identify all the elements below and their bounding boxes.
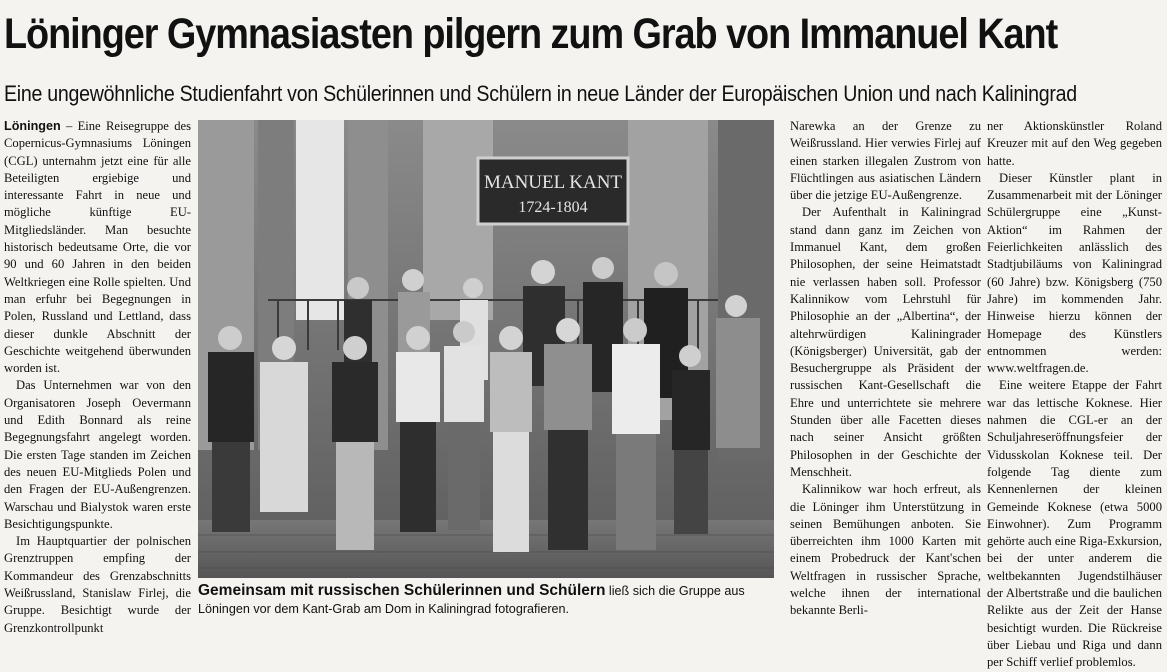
headline: Löninger Gymnasiasten pilgern zum Grab von Immanuel Kant [4, 10, 1058, 58]
paragraph: Das Unternehmen war von den Organisatoren Joseph Oevermann und Edith Bonnard als reine Begegnungsfahrt angelegt worden. Die ersten Tage standen im Zeichen des neuen EU-Mitglieds Polen und den Fragen der EU-Außengrenzen. Warschau und Bialystok waren erste Besichtigungspunkte. [4, 378, 191, 531]
paragraph: Narewka an der Grenze zu Weißrussland. Hier verwies Firlej auf einen starken illegalen Zustrom von Flüchtlingen aus asiatischen Ländern über die jetzige EU-Außengrenze. [790, 119, 981, 203]
paragraph: ner Aktionskünstler Roland Kreuzer mit auf den Weg gegeben hatte. [987, 119, 1162, 168]
photo-caption [198, 582, 778, 618]
plaque-name: MANUEL KANT [483, 172, 623, 193]
group-photo [198, 120, 774, 578]
paragraph: Im Hauptquartier der polnischen Grenztruppen empfing der Kommandeur des Grenzabschnitts Weißrussland, Stanislaw Firlej, die Gruppe. Besichtigt wurde der Grenzkontrollpunkt [4, 534, 191, 635]
subheadline: Eine ungewöhnliche Studienfahrt von Schülerinnen und Schülern in neue Länder der Europäischen Union und nach Kaliningrad [4, 81, 1077, 106]
paragraph: Dieser Künstler plant in Zusammenarbeit mit der Löninger Schülergruppe eine „Kunst-Aktion“ im Rahmen der Feierlichkeiten anlässlich des Stadtjubiläums von Kaliningrad (60 Jahre) bzw. Königsberg (750 Jahre) im kommenden Jahr. Hinweise hierzu können der Homepage des Künstlers entnommen werden: www.weltfragen.de. [987, 170, 1162, 376]
caption-bold: Gemeinsam mit russischen Schülerinnen und Schülern [198, 582, 606, 599]
dateline: Löningen [4, 119, 61, 133]
article-column-1 [4, 118, 191, 635]
paragraph [4, 118, 191, 377]
article-column-3 [987, 118, 1162, 670]
paragraph: Kalinnikow war hoch erfreut, als die Löninger ihm Unterstützung in seinen Bemühungen anboten. Sie überreichten ihm 1000 Karten mit einem Probedruck der Kant'schen Weltfragen in russischer Sprache, welche ihnen der international bekannte Berli- [790, 482, 981, 618]
plaque-dates: 1724-1804 [518, 199, 588, 216]
paragraph: Eine weitere Etappe der Fahrt war das lettische Koknese. Hier nahmen die CGL-er an der Schuljahreseröffnungsfeier der Vidusskolan Koknese teil. Der folgende Tag diente zum Kennenlernen der kleinen Gemeinde Koknese (etwa 5000 Einwohner). Zum Programm gehörte auch eine Riga-Exkursion, bei der unter anderem die weltbekannten Jugendstilhäuser der Albertstraße und die baulichen Relikte aus der Zeit der Hanse besichtigt wurden. Die Rückreise über Liebau und Riga und dann per Schiff verlief problemlos. [987, 378, 1162, 670]
paragraph: Der Aufenthalt in Kaliningrad stand dann ganz im Zeichen von Immanuel Kant, dem großen Philosophen, der seine Heimatstadt nie verlassen haben soll. Professor Kalinnikow vom Lehrstuhl für Philosophie an der „Albertina“, der altehrwürdigen Kaliningrader (Königsberger) Universität, gab der Besuchergruppe als Präsident der russischen Kant-Gesellschaft die Ehre und unterrichtete sie mehrere Stunden über alle Facetten dieses nach seiner Ansicht größten Philosophen in der Geschichte der Menschheit. [790, 205, 981, 479]
article-column-2 [790, 118, 981, 624]
caption-text: ließ sich die Gruppe aus Löningen vor dem Kant-Grab am Dom in Kaliningrad fotografieren. [198, 584, 745, 616]
paragraph-text: – Eine Reisegruppe des Copernicus-Gymnasiums Löningen (CGL) unternahm jetzt eine für alle Beteiligten ergiebige und interessante Fahrt in neue und mögliche künftige EU-Mitgliedsländer. Man besuchte historisch bedeutsame Orte, die vor 90 und 60 Jahren in den beiden Weltkriegen eine Rolle spielten. Und man erfuhr bei Begegnungen in Polen, Russland und Lettland, dass dieser dunkle Abschnitt der Geschichte weitgehend überwunden worden ist. [4, 119, 191, 376]
